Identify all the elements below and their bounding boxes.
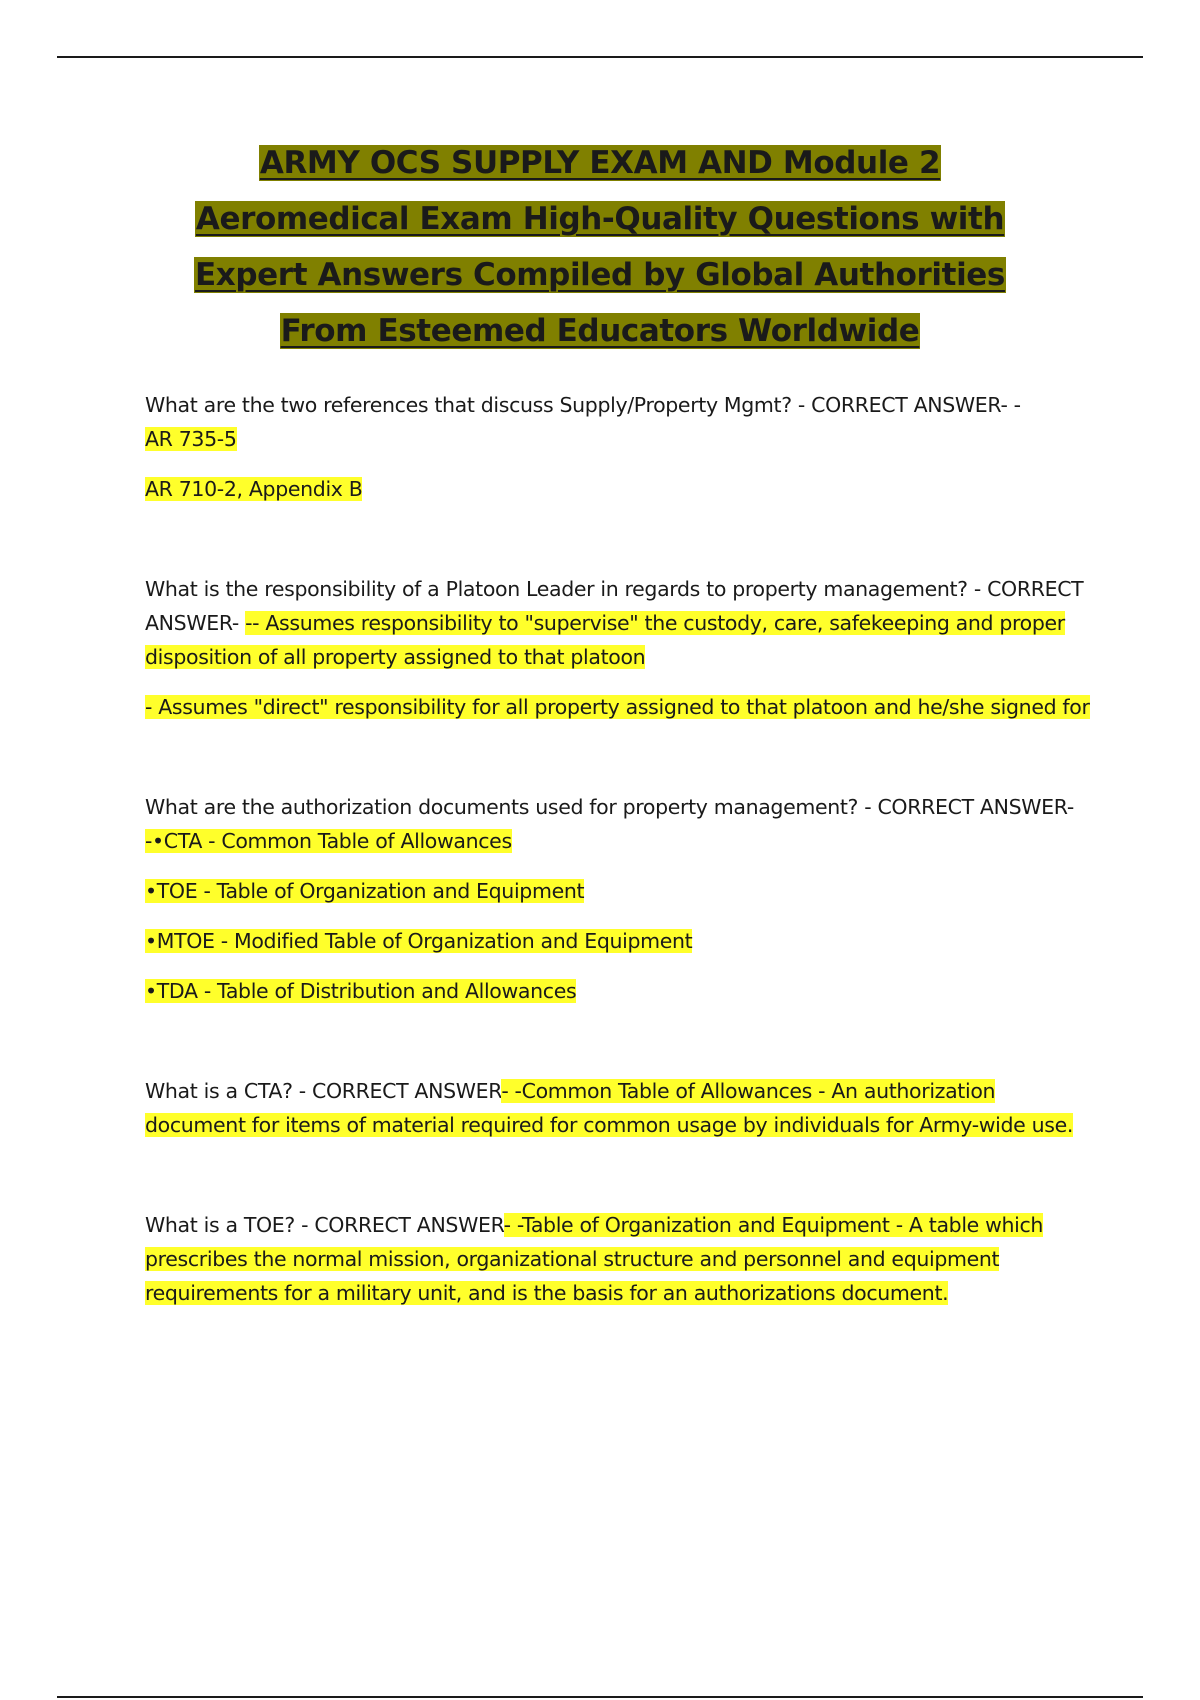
qa-content (145, 388, 1090, 1376)
answer-line (145, 924, 1090, 958)
question-text (145, 1208, 1090, 1310)
title-line: Expert Answers Compiled by Global Authorities (195, 257, 1005, 293)
qa-block (145, 388, 1090, 506)
answer-text: •TOE - Table of Organization and Equipment (145, 879, 585, 903)
title-line: ARMY OCS SUPPLY EXAM AND Module 2 (259, 145, 941, 181)
answer-line (145, 472, 1090, 506)
question-label: What is a TOE? - CORRECT ANSWER (145, 1213, 504, 1237)
question-label: What are the two references that discuss Supply/Property Mgmt? - CORRECT ANSWER- - (145, 393, 1021, 417)
qa-block (145, 572, 1090, 724)
answer-text: AR 710-2, Appendix B (145, 477, 363, 501)
document-title (57, 142, 1143, 366)
question-text (145, 572, 1090, 674)
answer-text: •MTOE - Modified Table of Organization and Equipment (145, 929, 693, 953)
title-line: From Esteemed Educators Worldwide (280, 313, 920, 349)
answer-text: - -Table of Organization and Equipment - A table which prescribes the normal mission, organizational structure and personnel and equipment requirements for a military unit, and is the basis for an authorizations document. (145, 1213, 1044, 1305)
qa-block (145, 1208, 1090, 1310)
question-label: What are the authorization documents used for property management? - CORRECT ANSWER- (145, 795, 1074, 819)
question-text (145, 388, 1090, 456)
top-rule (57, 56, 1143, 58)
title-line: Aeromedical Exam High-Quality Questions with (195, 201, 1005, 237)
question-text (145, 1074, 1090, 1142)
answer-text: - -Common Table of Allowances - An authorization document for items of material required for common usage by individuals for Army-wide use. (145, 1079, 1073, 1137)
question-label: What is a CTA? - CORRECT ANSWER (145, 1079, 502, 1103)
question-label: What is the responsibility of a Platoon Leader in regards to property management? - CORRECT ANSWER- (145, 577, 1084, 635)
bottom-rule (57, 1696, 1143, 1698)
qa-block (145, 1074, 1090, 1142)
answer-line (145, 690, 1090, 724)
question-text (145, 790, 1090, 858)
answer-text: -•CTA - Common Table of Allowances (145, 829, 512, 853)
answer-text: •TDA - Table of Distribution and Allowances (145, 979, 577, 1003)
answer-text: - Assumes "direct" responsibility for all property assigned to that platoon and he/she signed for (145, 695, 1090, 719)
answer-text: -- Assumes responsibility to "supervise" the custody, care, safekeeping and proper disposition of all property assigned to that platoon (145, 611, 1065, 669)
answer-line (145, 974, 1090, 1008)
answer-text: AR 735-5 (145, 427, 237, 451)
answer-line (145, 874, 1090, 908)
qa-block (145, 790, 1090, 1008)
